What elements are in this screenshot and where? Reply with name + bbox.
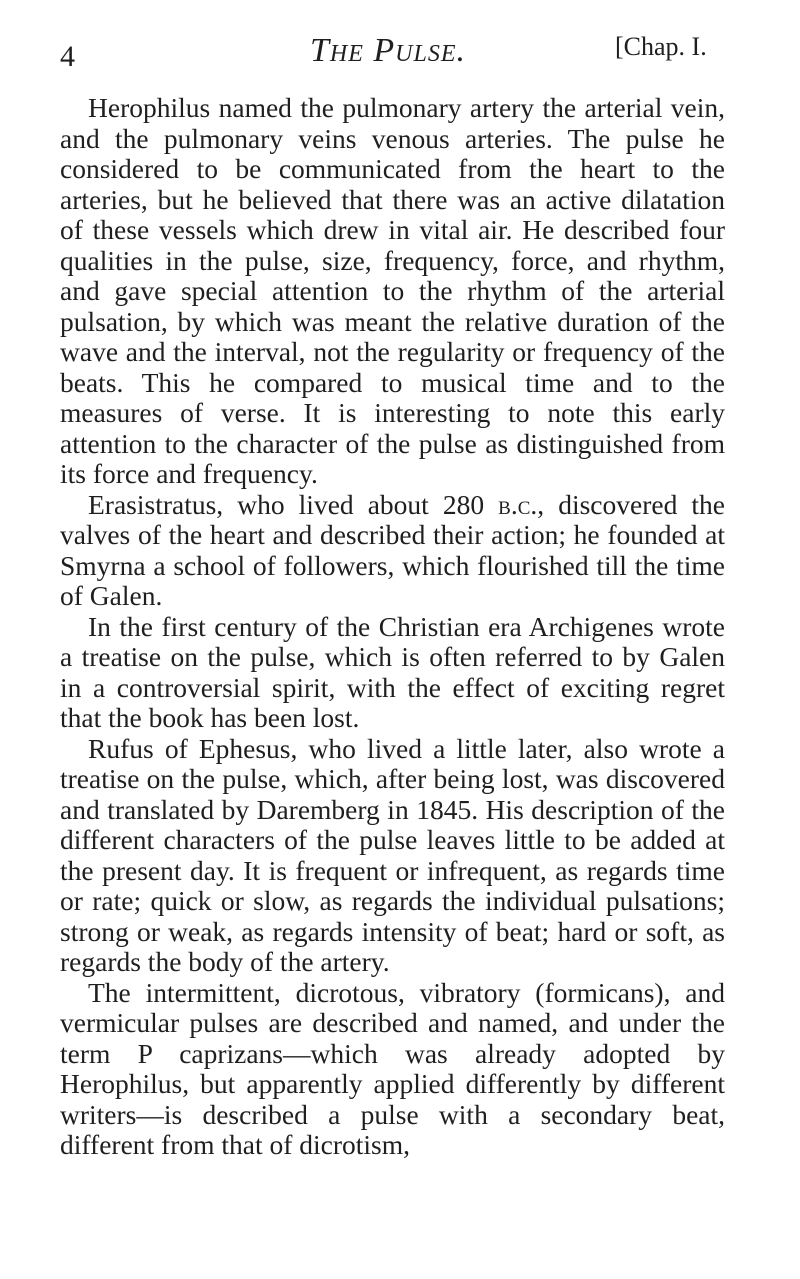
paragraph-herophilus: Herophilus named the pulmonary artery the arterial vein, and the pulmonary veins venous arteries. The pulse he considered to be communicated from the heart to the arteries, but he believed that there was an active dilatation of these vessels which drew in vital air. He described four qualities in the pulse, size, frequency, force, and rhythm, and gave special attention to the rhythm of the arterial pulsation, by which was meant the relative duration of the wave and the interval, not the regularity or frequency of the beats. This he compared to musical time and to the measures of verse. It is interesting to note this early attention to the character of the pulse as distinguished from its force and frequency. <box>60 92 725 489</box>
paragraph-erasistratus-text-before: Erasistratus, who lived about 280 <box>88 488 499 520</box>
era-abbreviation: b.c. <box>498 488 538 520</box>
body-text <box>60 93 725 1161</box>
paragraph-rufus: Rufus of Ephesus, who lived a little later, also wrote a treatise on the pulse, which, after being lost, was discovered and translated by Daremberg in 1845. His description of the different characters of the pulse leaves little to be added at the present day. It is frequent or infrequent, as regards time or rate; quick or slow, as regards the individual pulsations; strong or weak, as regards intensity of beat; hard or soft, as regards the body of the artery. <box>60 732 725 977</box>
paragraph-pulse-types: The intermittent, dicrotous, vibratory (formicans), and vermicular pulses are described and named, and under the term P caprizans—which was already adopted by Herophilus, but apparently applied differently by different writers—is described a pulse with a secondary beat, different from that of dicrotism, <box>60 976 725 1160</box>
running-head <box>60 18 760 73</box>
page-number: 4 <box>60 40 75 73</box>
running-title: The Pulse. <box>310 32 467 69</box>
paragraph-erasistratus-text-after: , discovered the valves of the heart and described their action; he founded at Smyrna a school of followers, which flourished till the time of Galen. <box>60 488 725 611</box>
paragraph-archigenes: In the first century of the Christian era Archigenes wrote a treatise on the pulse, which is often referred to by Galen in a controversial spirit, with the effect of exciting regret that the book has been lost. <box>60 610 725 733</box>
paragraph-erasistratus <box>60 490 725 612</box>
chapter-reference: [Chap. I. <box>615 32 707 61</box>
